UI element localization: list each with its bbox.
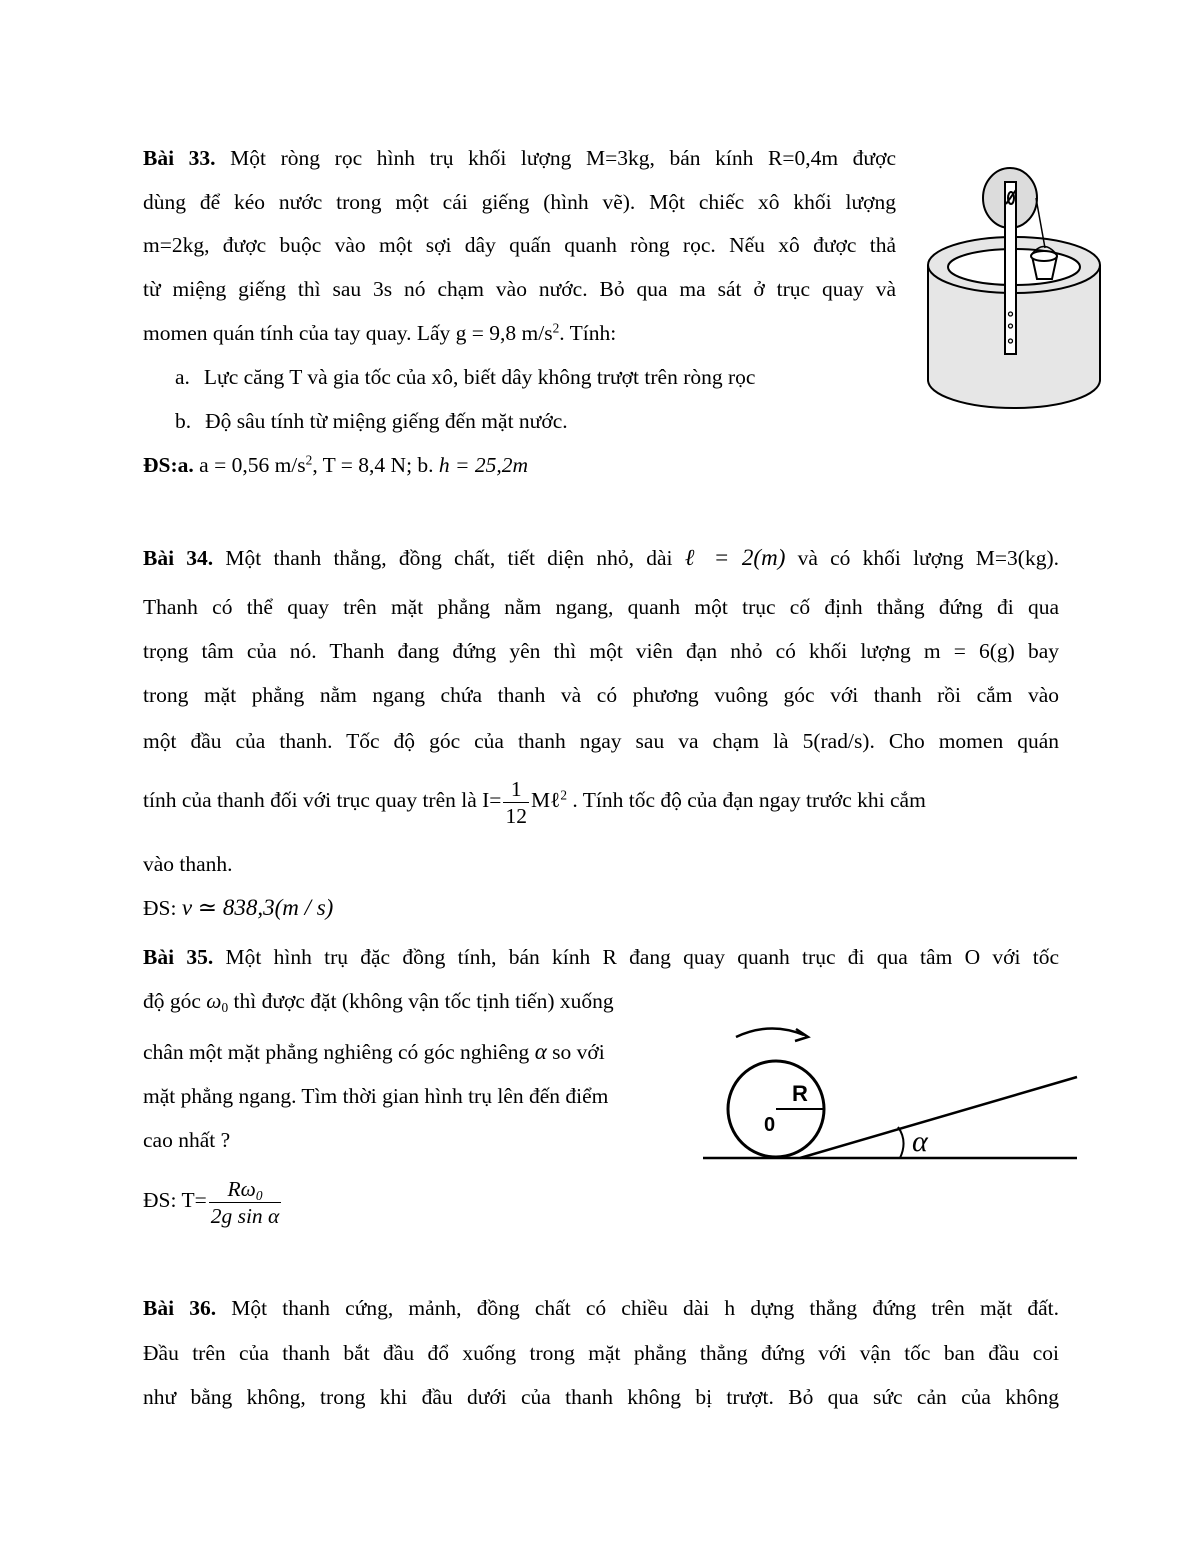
fraction (503, 776, 529, 829)
bai35-title: Bài 35. (143, 945, 214, 969)
alpha-symbol: α (534, 1039, 547, 1064)
bai34-answer (143, 893, 333, 923)
bai34-title: Bài 34. (143, 546, 214, 570)
answer-text: a = 0,56 m/s (193, 453, 306, 477)
fraction-numerator: 1 (510, 776, 522, 801)
bai36-line-3: như bằng không, trong khi đầu dưới của thanh không bị trượt. Bỏ qua sức cản của không (143, 1385, 1059, 1409)
bai33-line-3: m=2kg, được buộc vào một sợi dây quấn quanh ròng rọc. Nếu xô được thả (143, 233, 896, 257)
bai33-text: Một ròng rọc hình trụ khối lượng M=3kg, bán kính R=0,4m được (215, 146, 896, 170)
bai33-line-4: từ miệng giếng thì sau 3s nó chạm vào nước. Bỏ qua ma sát ở trục quay và (143, 277, 896, 301)
bai36-line-2: Đầu trên của thanh bắt đầu đổ xuống trong mặt phẳng thẳng đứng với vận tốc ban đầu coi (143, 1341, 1059, 1365)
bai34-line-4: trong mặt phẳng nằm ngang chứa thanh và có phương vuông góc với thanh rồi cắm vào (143, 683, 1059, 707)
bai34-line-2: Thanh có thể quay trên mặt phẳng nằm ngang, quanh một trục cố định thẳng đứng đi qua (143, 595, 1059, 619)
answer-text: , T = 8,4 N; b. (312, 453, 439, 477)
bai35-text: độ góc (143, 989, 207, 1013)
superscript: 2 (552, 320, 560, 336)
answer-math: h = 25,2m (438, 453, 529, 477)
superscript: 2 (560, 787, 568, 803)
bai35-text: so với (546, 1040, 605, 1064)
bai35-text: Một hình trụ đặc đồng tính, bán kính R đang quay quanh trục đi qua tâm O với tốc (213, 945, 1059, 969)
fraction-denominator: 12 (505, 803, 527, 828)
bai33-item-a (175, 362, 755, 392)
bai35-text: chân một mặt phẳng nghiêng có góc nghiêng (143, 1040, 535, 1064)
bai35-line-5: cao nhất ? (143, 1128, 231, 1152)
answer-label: ĐS: (143, 896, 182, 920)
bai33-line-5 (143, 318, 616, 348)
bai34-line-7: vào thanh. (143, 852, 233, 876)
fraction-numerator (209, 1176, 282, 1202)
bai36-text: Một thanh cứng, mảnh, đồng chất có chiều dài h dựng thẳng đứng trên mặt đất. (216, 1296, 1059, 1320)
bai35-line-4: mặt phẳng ngang. Tìm thời gian hình trụ lên đến điểm (143, 1084, 609, 1108)
bai33-line-2: dùng để kéo nước trong một cái giếng (hình vẽ). Một chiếc xô khối lượng (143, 190, 896, 214)
bai35-line-3 (143, 1037, 605, 1067)
fraction-denominator: 2g sin α (210, 1203, 280, 1228)
bai34-text: . Tính tốc độ của đạn ngay trước khi cắm (567, 788, 926, 812)
bai36-title: Bài 36. (143, 1296, 217, 1320)
bai33-text: momen quán tính của tay quay. Lấy g = 9,8 m/s (143, 321, 553, 345)
list-marker: a. (175, 365, 190, 389)
bai33-answer (143, 450, 528, 480)
angle-label: α (912, 1125, 928, 1158)
bai36-line-1 (143, 1293, 1059, 1323)
fraction (209, 1176, 282, 1229)
bai34-line-3: trọng tâm của nó. Thanh đang đứng yên thì một viên đạn nhỏ có khối lượng m = 6(g) bay (143, 639, 1059, 663)
bai33-text: . Tính: (559, 321, 617, 345)
bai34-text: tính của thanh đối với trục quay trên là I= (143, 788, 502, 812)
answer-math: v ≃ 838,3(m / s) (181, 895, 334, 920)
subscript: 0 (221, 999, 229, 1015)
bai33-item-b (175, 406, 568, 436)
center-label: 0 (764, 1114, 776, 1136)
subscript: 0 (255, 1187, 263, 1203)
bai35-text: thì được đặt (không vận tốc tịnh tiến) xuống (228, 989, 614, 1013)
bai34-text: và có khối lượng M=3(kg). (785, 546, 1059, 570)
bai33-line-1 (143, 143, 896, 173)
omega-symbol: ω (206, 989, 222, 1013)
list-marker: b. (175, 409, 192, 433)
bai34-text: Một thanh thẳng, đồng chất, tiết diện nhỏ, dài (213, 546, 685, 570)
bai34-line-1 (143, 543, 1059, 573)
superscript: 2 (305, 452, 313, 468)
answer-label: ĐS: T= (143, 1188, 207, 1212)
bai33-title: Bài 33. (143, 146, 216, 170)
inline-math: ℓ = 2(m) (684, 545, 786, 570)
bai35-line-1 (143, 942, 1059, 972)
answer-label: ĐS:a. (143, 453, 194, 477)
bai34-line-5: một đầu của thanh. Tốc độ góc của thanh ngay sau va chạm là 5(rad/s). Cho momen quán (143, 729, 1059, 753)
well-illustration (918, 160, 1110, 418)
inline-math: Mℓ (530, 788, 561, 812)
bai35-answer (143, 1168, 283, 1232)
list-item-text: Lực căng T và gia tốc của xô, biết dây không trượt trên ròng rọc (203, 365, 756, 389)
incline-cylinder-diagram (700, 1015, 1080, 1165)
bai34-line-6 (143, 770, 926, 830)
list-item-text: Độ sâu tính từ miệng giếng đến mặt nước. (205, 409, 568, 433)
numerator-text: Rω (227, 1176, 256, 1201)
radius-label: R (792, 1081, 808, 1106)
bai35-line-2 (143, 986, 614, 1016)
